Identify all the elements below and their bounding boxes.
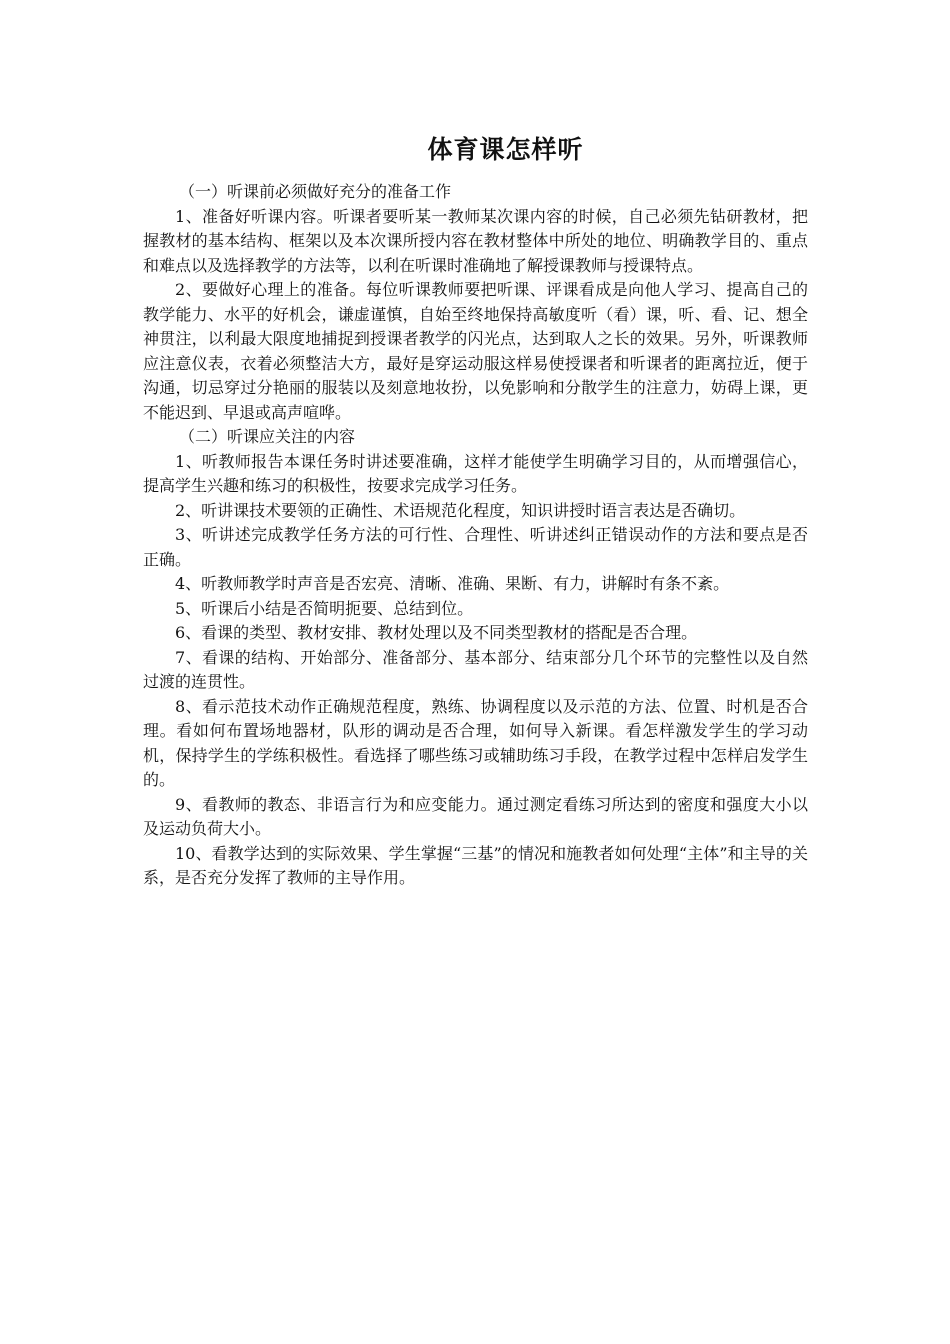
- paragraph: 1、听教师报告本课任务时讲述要准确，这样才能使学生明确学习目的，从而增强信心，提高学生兴趣和练习的积极性，按要求完成学习任务。: [143, 451, 808, 495]
- section-heading: （二）听课应关注的内容: [179, 427, 356, 446]
- section-preparation: [143, 180, 808, 425]
- section-focus-points: [143, 425, 808, 891]
- document-title: 体育课怎样听: [427, 135, 584, 164]
- paragraph: 2、要做好心理上的准备。每位听课教师要把听课、评课看成是向他人学习、提高自己的教学能力、水平的好机会，谦虚谨慎，自始至终地保持高敏度听（看）课，听、看、记、想全神贯注，以利最大限度地捕捉到授课者教学的闪光点，达到取人之长的效果。另外，听课教师应注意仪表，衣着必须整洁大方，最好是穿运动服这样易使授课者和听课者的距离拉近，便于沟通，切忌穿过分艳丽的服装以及刻意地妆扮，以免影响和分散学生的注意力，妨碍上课，更不能迟到、早退或高声喧哗。: [143, 280, 808, 422]
- paragraph: 1、准备好听课内容。听课者要听某一教师某次课内容的时候，自己必须先钻研教材，把握教材的基本结构、框架以及本次课所授内容在教材整体中所处的地位、明确教学目的、重点和难点以及选择教学的方法等，以利在听课时准确地了解授课教师与授课特点。: [143, 206, 808, 275]
- paragraph: 9、看教师的教态、非语言行为和应变能力。通过测定看练习所达到的密度和强度大小以及运动负荷大小。: [143, 794, 808, 838]
- paragraph: 7、看课的结构、开始部分、准备部分、基本部分、结束部分几个环节的完整性以及自然过渡的连贯性。: [143, 647, 808, 691]
- paragraph: 10、看教学达到的实际效果、学生掌握“三基”的情况和施教者如何处理“主体”和主导的关系，是否充分发挥了教师的主导作用。: [143, 843, 808, 887]
- document-page: [143, 128, 808, 891]
- paragraph: 8、看示范技术动作正确规范程度，熟练、协调程度以及示范的方法、位置、时机是否合理。看如何布置场地器材，队形的调动是否合理，如何导入新课。看怎样激发学生的学习动机，保持学生的学练积极性。看选择了哪些练习或辅助练习手段，在教学过程中怎样启发学生的。: [143, 696, 808, 789]
- paragraph: 2、听讲课技术要领的正确性、术语规范化程度，知识讲授时语言表达是否确切。: [175, 500, 746, 520]
- paragraph: 4、听教师教学时声音是否宏亮、清晰、准确、果断、有力，讲解时有条不紊。: [175, 574, 730, 593]
- section-heading: （一）听课前必须做好充分的准备工作: [179, 182, 452, 201]
- paragraph: 6、看课的类型、教材安排、教材处理以及不同类型教材的搭配是否合理。: [175, 623, 698, 642]
- paragraph: 3、听讲述完成教学任务方法的可行性、合理性、听讲述纠正错误动作的方法和要点是否正确。: [143, 525, 808, 569]
- paragraph: 5、听课后小结是否简明扼要、总结到位。: [175, 598, 474, 618]
